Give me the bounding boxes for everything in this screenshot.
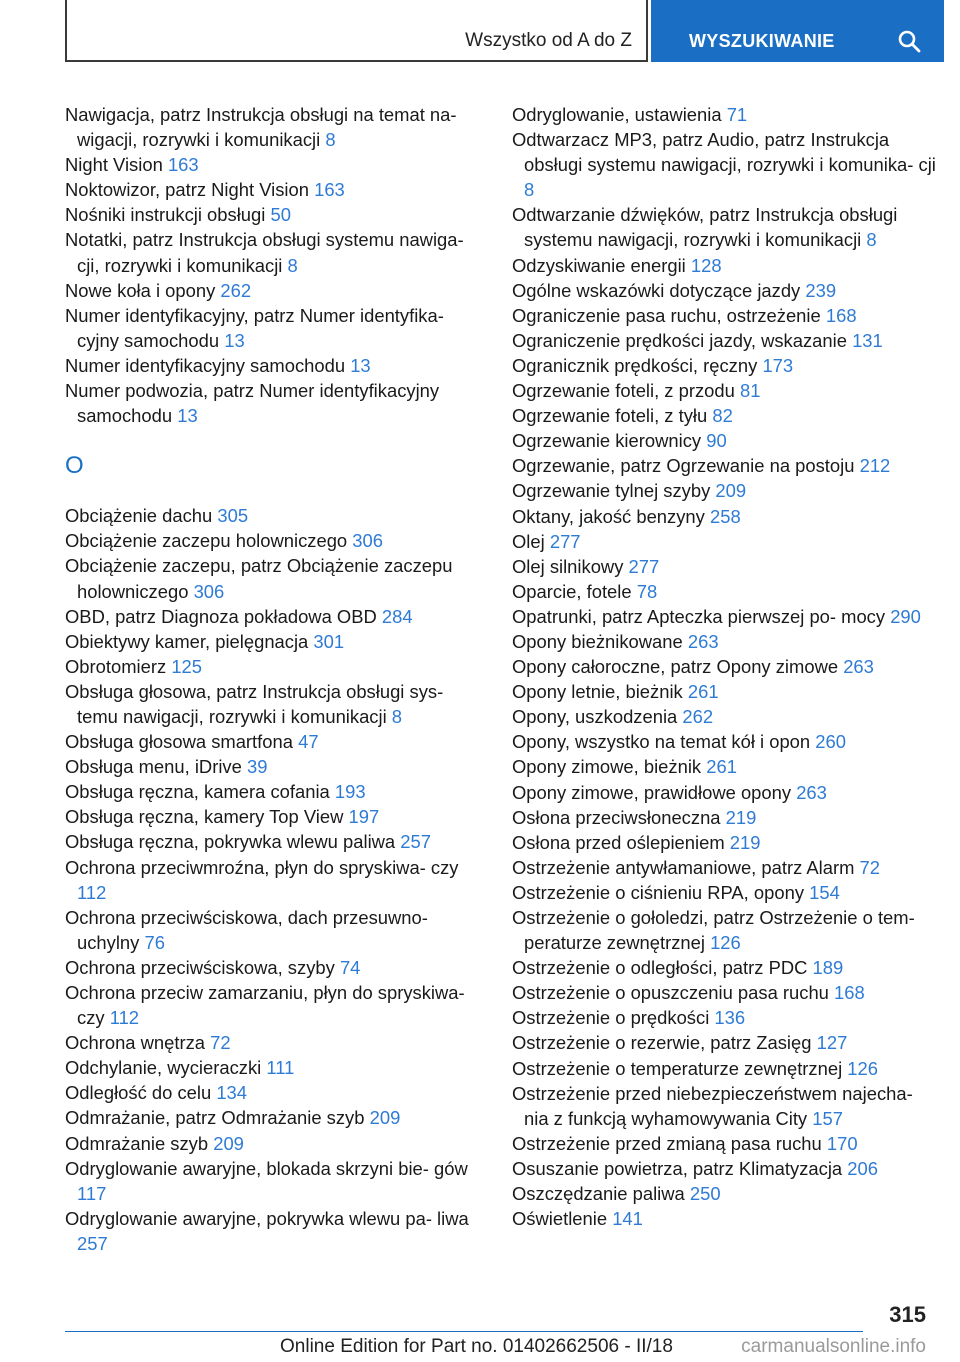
- index-entry-page-link[interactable]: 163: [167, 154, 199, 176]
- index-entry-text: Ostrzeżenie przed niebezpieczeństwem najecha‐ nia z funkcją wyhamowywania City: [512, 1082, 913, 1129]
- index-entry: [65, 1131, 485, 1156]
- index-entry-page-link[interactable]: 219: [729, 831, 761, 853]
- index-entry-page-link[interactable]: 134: [216, 1082, 248, 1104]
- index-entry: [512, 554, 942, 579]
- index-group-o: [65, 503, 485, 1256]
- index-group-n: [65, 102, 485, 428]
- index-entry-text: Opony, wszystko na temat kół i opon: [512, 731, 811, 753]
- index-entry-page-link[interactable]: 126: [847, 1057, 878, 1079]
- index-entry-page-link[interactable]: 306: [193, 580, 225, 602]
- section-letter: O: [65, 452, 84, 480]
- index-entry-text: Obciążenie zaczepu holowniczego: [65, 530, 348, 552]
- index-entry-text: Nowe koła i opony: [65, 279, 216, 301]
- index-entry: [512, 704, 942, 729]
- index-entry: [512, 328, 942, 353]
- index-entry-page-link[interactable]: 8: [325, 129, 336, 151]
- index-entry-text: OBD, patrz Diagnoza pokładowa OBD: [65, 605, 377, 627]
- index-entry: [512, 529, 942, 554]
- index-entry-text: Odtwarzanie dźwięków, patrz Instrukcja obsługi systemu nawigacji, rozrywki i komunikacji: [512, 204, 898, 251]
- index-entry-text: Obsługa głosowa smartfona: [65, 731, 293, 753]
- index-entry: [512, 905, 942, 955]
- index-entry-page-link[interactable]: 261: [706, 756, 737, 778]
- index-entry-text: Obsługa ręczna, kamera cofania: [65, 781, 330, 803]
- header-title-box: [65, 0, 648, 62]
- index-entry-page-link[interactable]: 260: [815, 731, 846, 753]
- index-entry-text: Oktany, jakość benzyny: [512, 505, 705, 527]
- index-entry-page-link[interactable]: 8: [287, 254, 298, 276]
- search-button[interactable]: [651, 0, 944, 62]
- index-entry-text: Noktowizor, patrz Night Vision: [65, 179, 309, 201]
- index-entry-text: Ostrzeżenie antywłamaniowe, patrz Alarm: [512, 856, 855, 878]
- index-entry-page-link[interactable]: 212: [859, 455, 891, 477]
- index-entry: [65, 1156, 485, 1206]
- index-entry-text: Ogrzewanie tylnej szyby: [512, 480, 711, 502]
- index-entry-page-link[interactable]: 111: [266, 1057, 295, 1079]
- index-entry: [512, 303, 942, 328]
- index-entry-page-link[interactable]: 128: [690, 254, 722, 276]
- index-entry-text: Ogólne wskazówki dotyczące jazdy: [512, 279, 801, 301]
- index-entry-text: Ochrona wnętrza: [65, 1032, 206, 1054]
- index-entry-text: Night Vision: [65, 154, 163, 176]
- index-entry-page-link[interactable]: 197: [348, 806, 380, 828]
- index-entry-page-link[interactable]: 125: [171, 655, 202, 677]
- index-entry: [65, 278, 485, 303]
- index-entry-page-link[interactable]: 277: [628, 555, 660, 577]
- index-entry-page-link[interactable]: 126: [710, 932, 741, 954]
- index-entry-page-link[interactable]: 72: [859, 856, 881, 878]
- index-entry-text: Opony, uszkodzenia: [512, 706, 678, 728]
- index-entry-text: Obciążenie zaczepu, patrz Obciążenie zaczepu holowniczego: [65, 555, 453, 602]
- index-entry-page-link[interactable]: 72: [210, 1032, 231, 1054]
- index-entry-text: Obsługa głosowa, patrz Instrukcja obsługi sys‐ temu nawigacji, rozrywki i komunikacji: [65, 680, 444, 727]
- index-entry-text: Ostrzeżenie o rezerwie, patrz Zasięg: [512, 1032, 812, 1054]
- index-entry-page-link[interactable]: 81: [739, 380, 761, 402]
- index-entry-text: Ochrona przeciwściskowa, szyby: [65, 956, 335, 978]
- index-entry: [65, 980, 485, 1030]
- index-entry-page-link[interactable]: 8: [524, 179, 535, 201]
- index-entry-text: Odmrażanie szyb: [65, 1132, 209, 1154]
- index-entry: [65, 303, 485, 353]
- index-entry-page-link[interactable]: 168: [825, 304, 857, 326]
- index-entry: [65, 955, 485, 980]
- index-entry-page-link[interactable]: 74: [339, 956, 361, 978]
- index-entry-text: Opony letnie, bieżnik: [512, 681, 683, 703]
- index-entry-page-link[interactable]: 305: [217, 505, 249, 527]
- index-entry-page-link[interactable]: 13: [224, 329, 245, 351]
- index-entry: [512, 980, 942, 1005]
- index-entry: [65, 1055, 485, 1080]
- index-entry: [65, 779, 485, 804]
- index-entry: [512, 1081, 942, 1131]
- index-entry: [512, 830, 942, 855]
- index-entry: [65, 629, 485, 654]
- index-entry-page-link[interactable]: 131: [852, 329, 883, 351]
- index-entry-text: Obsługa ręczna, kamery Top View: [65, 806, 344, 828]
- footer-edition: Online Edition for Part no. 01402662506 - II/18: [280, 1336, 673, 1357]
- index-entry: [512, 453, 942, 478]
- index-entry-text: Numer identyfikacyjny samochodu: [65, 354, 346, 376]
- index-entry-text: Odzyskiwanie energii: [512, 254, 686, 276]
- index-entry-page-link[interactable]: 76: [144, 931, 165, 953]
- index-entry-text: Opatrunki, patrz Apteczka pierwszej po‐ mocy: [512, 605, 886, 627]
- index-entry: [65, 905, 485, 955]
- index-entry: [65, 528, 485, 553]
- index-entry: [512, 1030, 942, 1055]
- index-entry-text: Ogranicznik prędkości, ręczny: [512, 354, 758, 376]
- index-entry: [65, 202, 485, 227]
- index-entry-page-link[interactable]: 257: [77, 1232, 108, 1254]
- index-entry-text: Ochrona przeciw zamarzaniu, płyn do spryskiwa‐ czy: [65, 982, 465, 1029]
- index-entry: [512, 202, 942, 252]
- index-entry-text: Ograniczenie prędkości jazdy, wskazanie: [512, 329, 847, 351]
- footer-divider: [65, 1331, 863, 1332]
- index-entry: [512, 428, 942, 453]
- index-entry-text: Oświetlenie: [512, 1208, 608, 1230]
- index-entry: [512, 253, 942, 278]
- index-entry-text: Opony zimowe, bieżnik: [512, 756, 702, 778]
- index-entry: [65, 378, 485, 428]
- index-entry-text: Ogrzewanie, patrz Ogrzewanie na postoju: [512, 455, 855, 477]
- index-entry-text: Obiektywy kamer, pielęgnacja: [65, 630, 309, 652]
- index-entry-page-link[interactable]: 71: [726, 104, 748, 125]
- index-entry: [65, 829, 485, 854]
- index-entry: [512, 1131, 942, 1156]
- index-entry-page-link[interactable]: 263: [843, 656, 874, 678]
- index-entry: [512, 478, 942, 503]
- index-entry-page-link[interactable]: 263: [687, 630, 719, 652]
- index-entry-text: Opony całoroczne, patrz Opony zimowe: [512, 656, 839, 678]
- index-entry-text: Ostrzeżenie o ciśnieniu RPA, opony: [512, 881, 805, 903]
- index-entry: [65, 679, 485, 729]
- index-entry: [512, 805, 942, 830]
- index-entry: [65, 503, 485, 528]
- index-entry-text: Numer podwozia, patrz Numer identyfikacyjny samochodu: [65, 380, 440, 427]
- index-entry: [65, 227, 485, 277]
- index-entry-text: Nawigacja, patrz Instrukcja obsługi na temat na‐ wigacji, rozrywki i komunikacji: [65, 104, 457, 151]
- index-entry: [512, 729, 942, 754]
- search-icon: [897, 29, 921, 53]
- index-entry-page-link[interactable]: 8: [391, 705, 403, 727]
- index-entry: [65, 855, 485, 905]
- index-group-o-continued: [512, 102, 942, 1231]
- index-entry: [512, 780, 942, 805]
- index-entry-text: Ogrzewanie foteli, z przodu: [512, 380, 735, 402]
- index-entry-page-link[interactable]: 50: [270, 204, 291, 226]
- index-entry-page-link[interactable]: 8: [866, 229, 877, 251]
- index-entry-text: Odmrażanie, patrz Odmrażanie szyb: [65, 1107, 365, 1129]
- index-entry-page-link[interactable]: 262: [220, 279, 252, 301]
- index-entry-text: Odtwarzacz MP3, patrz Audio, patrz Instrukcja obsługi systemu nawigacji, rozrywki i komunika‐ cji: [512, 129, 936, 176]
- index-entry-text: Opony zimowe, prawidłowe opony: [512, 781, 792, 803]
- index-entry-text: Ostrzeżenie o opuszczeniu pasa ruchu: [512, 982, 829, 1004]
- index-entry-page-link[interactable]: 257: [400, 831, 431, 853]
- index-entry-page-link[interactable]: 209: [715, 480, 747, 502]
- index-entry-text: Osłona przed oślepieniem: [512, 831, 725, 853]
- index-entry-text: Obrotomierz: [65, 655, 167, 677]
- index-entry-page-link[interactable]: 306: [352, 530, 383, 552]
- watermark: carmanualsonline.info: [741, 1336, 926, 1357]
- index-entry-page-link[interactable]: 301: [313, 630, 345, 652]
- index-entry-page-link[interactable]: 219: [725, 806, 757, 828]
- index-entry: [512, 1056, 942, 1081]
- index-entry-text: Ochrona przeciwmroźna, płyn do spryskiwa‐ czy: [65, 856, 459, 878]
- index-entry-text: Osłona przeciwsłoneczna: [512, 806, 721, 828]
- index-entry: [512, 1005, 942, 1030]
- index-entry: [512, 1206, 942, 1231]
- index-entry-page-link[interactable]: 209: [369, 1107, 401, 1129]
- index-entry-text: Notatki, patrz Instrukcja obsługi systemu nawiga‐ cji, rozrywki i komunikacji: [65, 229, 464, 276]
- index-entry: [65, 102, 485, 152]
- index-entry-page-link[interactable]: 154: [809, 881, 840, 903]
- index-entry-page-link[interactable]: 262: [682, 706, 714, 728]
- index-column-right: [512, 102, 942, 1231]
- index-entry: [512, 102, 942, 127]
- index-entry-text: Obsługa menu, iDrive: [65, 756, 242, 778]
- index-entry-text: Osuszanie powietrza, patrz Klimatyzacja: [512, 1157, 843, 1179]
- index-entry-text: Obsługa ręczna, pokrywka wlewu paliwa: [65, 831, 396, 853]
- index-entry-text: Olej silnikowy: [512, 555, 624, 577]
- index-entry: [512, 604, 942, 629]
- index-entry-page-link[interactable]: 277: [549, 530, 581, 552]
- index-entry-page-link[interactable]: 82: [712, 405, 733, 427]
- index-entry-text: Oparcie, fotele: [512, 580, 632, 602]
- index-entry-text: Odchylanie, wycieraczki: [65, 1057, 262, 1079]
- index-entry-text: Ogrzewanie kierownicy: [512, 430, 702, 452]
- index-entry-text: Ochrona przeciwściskowa, dach przesuwno‐ uchylny: [65, 906, 428, 953]
- page-number: 315: [889, 1302, 926, 1327]
- index-entry-page-link[interactable]: 39: [246, 756, 268, 778]
- index-entry-page-link[interactable]: 258: [709, 505, 741, 527]
- index-entry: [512, 754, 942, 779]
- index-entry: [512, 127, 942, 202]
- index-entry-page-link[interactable]: 250: [689, 1183, 721, 1205]
- index-entry: [512, 1181, 942, 1206]
- index-entry-page-link[interactable]: 141: [612, 1208, 643, 1230]
- index-entry-text: Odległość do celu: [65, 1082, 212, 1104]
- index-entry-page-link[interactable]: 206: [847, 1157, 878, 1179]
- index-entry-text: Nośniki instrukcji obsługi: [65, 204, 266, 226]
- index-entry: [65, 804, 485, 829]
- index-entry: [512, 579, 942, 604]
- index-entry-text: Ogrzewanie foteli, z tyłu: [512, 405, 708, 427]
- index-entry-text: Odryglowanie awaryjne, pokrywka wlewu pa‐ liwa: [65, 1207, 469, 1229]
- index-entry-page-link[interactable]: 193: [334, 781, 366, 803]
- index-entry-page-link[interactable]: 168: [834, 982, 865, 1004]
- index-entry-page-link[interactable]: 136: [714, 1007, 746, 1029]
- index-entry: [65, 1105, 485, 1130]
- header-title: Wszystko od A do Z: [465, 30, 632, 51]
- index-entry-text: Ostrzeżenie o odległości, patrz PDC: [512, 957, 808, 979]
- index-entry-page-link[interactable]: 112: [109, 1007, 140, 1029]
- index-entry-text: Odryglowanie awaryjne, blokada skrzyni bie‐ gów: [65, 1157, 468, 1179]
- index-entry: [65, 1080, 485, 1105]
- index-entry: [512, 654, 942, 679]
- index-entry: [512, 1156, 942, 1181]
- index-entry: [512, 855, 942, 880]
- index-entry-page-link[interactable]: 47: [298, 731, 319, 753]
- index-entry: [512, 880, 942, 905]
- index-entry-page-link[interactable]: 163: [314, 179, 345, 201]
- index-entry-page-link[interactable]: 290: [890, 605, 921, 627]
- index-entry-text: Ostrzeżenie przed zmianą pasa ruchu: [512, 1132, 822, 1154]
- index-entry: [512, 629, 942, 654]
- search-label: WYSZUKIWANIE: [689, 31, 835, 51]
- index-entry: [512, 504, 942, 529]
- index-entry-page-link[interactable]: 117: [77, 1182, 107, 1204]
- index-entry-page-link[interactable]: 189: [812, 957, 844, 979]
- index-entry-page-link[interactable]: 284: [381, 605, 413, 627]
- index-entry-text: Ograniczenie pasa ruchu, ostrzeżenie: [512, 304, 821, 326]
- index-entry-page-link[interactable]: 78: [636, 580, 658, 602]
- index-entry-page-link[interactable]: 127: [816, 1032, 848, 1054]
- index-entry-text: Ostrzeżenie o prędkości: [512, 1007, 710, 1029]
- index-entry-page-link[interactable]: 173: [762, 354, 794, 376]
- index-entry-text: Opony bieżnikowane: [512, 630, 683, 652]
- index-entry: [65, 654, 485, 679]
- index-entry-text: Oszczędzanie paliwa: [512, 1183, 685, 1205]
- index-entry-page-link[interactable]: 13: [177, 405, 198, 427]
- index-entry-text: Ostrzeżenie o temperaturze zewnętrznej: [512, 1057, 843, 1079]
- index-entry-text: Odryglowanie, ustawienia: [512, 104, 722, 125]
- index-entry: [65, 754, 485, 779]
- index-entry-page-link[interactable]: 263: [796, 781, 827, 803]
- index-column-left: [65, 102, 485, 1256]
- index-entry: [65, 1206, 485, 1256]
- index-entry: [512, 278, 942, 303]
- index-entry: [512, 353, 942, 378]
- index-entry: [512, 955, 942, 980]
- index-entry-page-link[interactable]: 261: [687, 681, 719, 703]
- index-entry-page-link[interactable]: 157: [812, 1107, 843, 1129]
- index-entry-page-link[interactable]: 90: [706, 430, 727, 452]
- index-entry: [65, 177, 485, 202]
- index-entry: [65, 553, 485, 603]
- index-entry-page-link[interactable]: 112: [77, 881, 107, 903]
- index-entry: [512, 679, 942, 704]
- index-entry-text: Olej: [512, 530, 545, 552]
- index-entry: [65, 1030, 485, 1055]
- index-entry-text: Numer identyfikacyjny, patrz Numer identyfika‐ cyjny samochodu: [65, 304, 444, 351]
- index-entry: [512, 403, 942, 428]
- index-entry: [512, 378, 942, 403]
- index-entry-text: Ostrzeżenie o gołoledzi, patrz Ostrzeżenie o tem‐ peraturze zewnętrznej: [512, 907, 915, 954]
- index-entry: [65, 152, 485, 177]
- index-entry: [65, 729, 485, 754]
- index-entry: [65, 604, 485, 629]
- index-entry-page-link[interactable]: 209: [213, 1132, 244, 1154]
- index-entry-page-link[interactable]: 239: [805, 279, 837, 301]
- index-entry: [65, 353, 485, 378]
- index-entry-page-link[interactable]: 170: [826, 1132, 858, 1154]
- index-entry-text: Obciążenie dachu: [65, 505, 213, 527]
- index-entry-page-link[interactable]: 13: [350, 354, 371, 376]
